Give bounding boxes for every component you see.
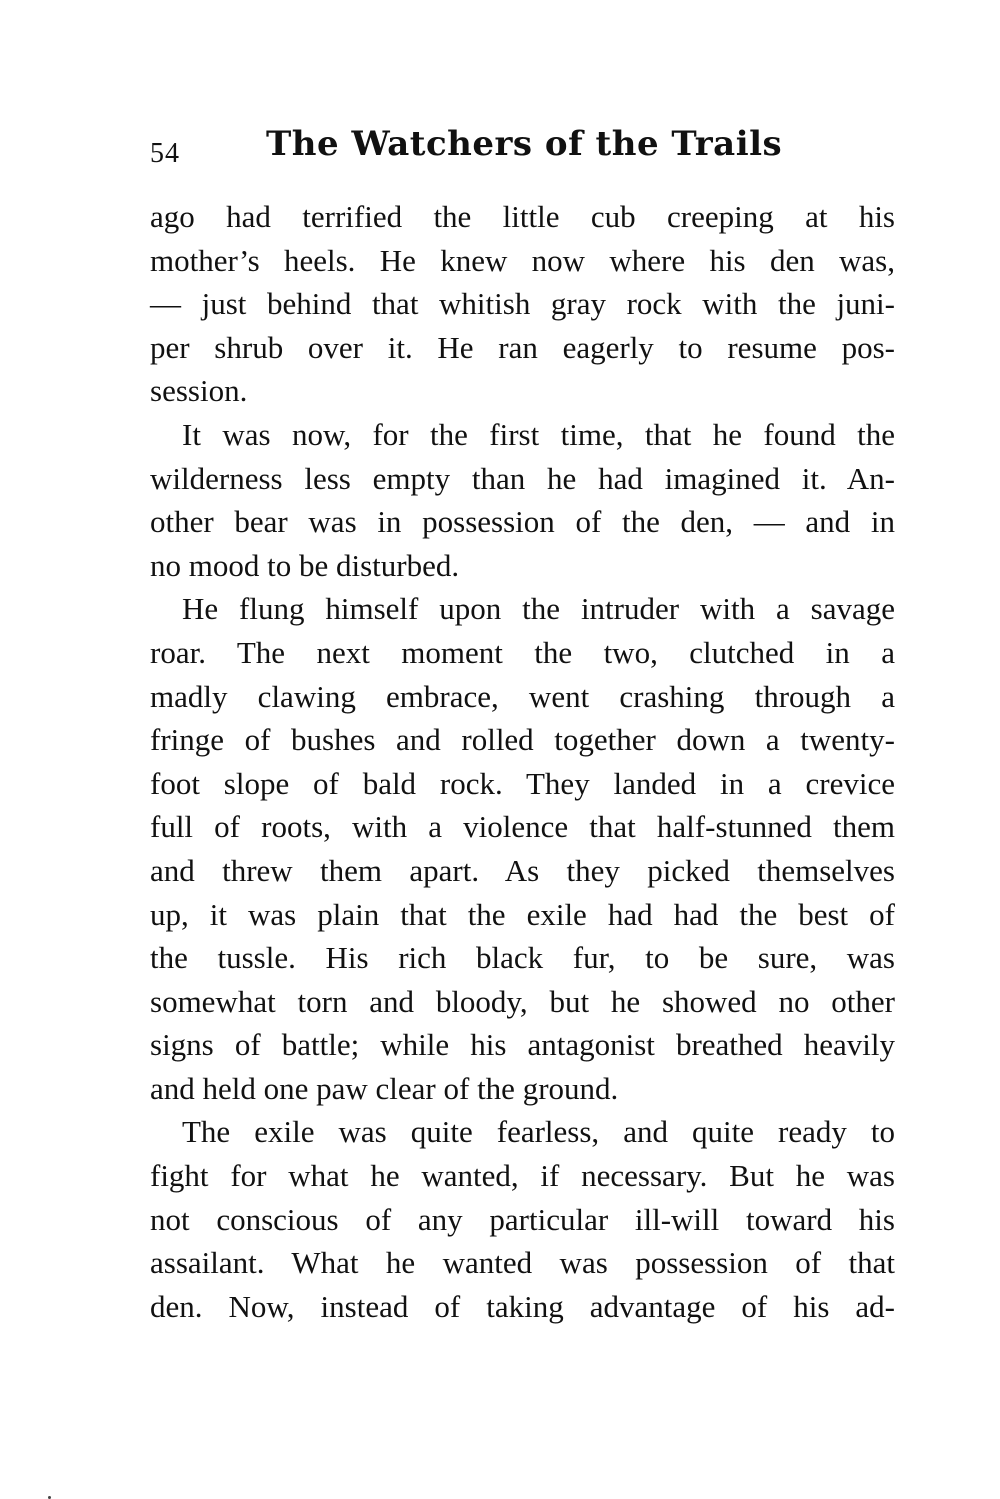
text-line: The exile was quite fearless, and quite ready to bbox=[182, 1114, 895, 1150]
page-number: 54 bbox=[150, 138, 180, 169]
paragraph-4 bbox=[150, 1110, 895, 1328]
text-line: up, it was plain that the exile had had the best of bbox=[150, 896, 895, 932]
text-line: somewhat torn and bloody, but he showed no other bbox=[150, 983, 895, 1019]
text-line: It was now, for the first time, that he found the bbox=[182, 416, 895, 452]
paragraph-3 bbox=[150, 587, 895, 1110]
text-line: full of roots, with a violence that half-stunned them bbox=[150, 809, 895, 845]
text-line: and threw them apart. As they picked themselves bbox=[150, 852, 895, 888]
text-line: ago had terrified the little cub creeping at his bbox=[150, 199, 895, 234]
text-line: the tussle. His rich black fur, to be sure, was bbox=[150, 940, 895, 976]
running-head-title: The Watchers of the Trails bbox=[266, 124, 783, 164]
text-line: den. Now, instead of taking advantage of his ad- bbox=[150, 1288, 895, 1324]
text-line: — just behind that whitish gray rock with the juni- bbox=[150, 286, 895, 322]
body-text bbox=[150, 195, 895, 1328]
text-line: foot slope of bald rock. They landed in a crevice bbox=[150, 765, 895, 801]
paragraph-1 bbox=[150, 195, 895, 413]
text-line: He flung himself upon the intruder with a savage bbox=[182, 591, 895, 627]
paragraph-2 bbox=[150, 413, 895, 587]
text-line: other bear was in possession of the den, — and in bbox=[150, 504, 895, 540]
page-header bbox=[150, 124, 895, 174]
text-line: assailant. What he wanted was possession of that bbox=[150, 1245, 895, 1281]
text-line: wilderness less empty than he had imagined it. An- bbox=[150, 460, 895, 496]
text-line: roar. The next moment the two, clutched in a bbox=[150, 634, 895, 670]
text-line: per shrub over it. He ran eagerly to resume pos- bbox=[150, 329, 895, 365]
text-line: no mood to be disturbed. bbox=[150, 547, 460, 583]
text-line: signs of battle; while his antagonist breathed heavily bbox=[150, 1027, 895, 1063]
text-line: mother’s heels. He knew now where his den was, bbox=[150, 242, 895, 278]
text-line: session. bbox=[150, 373, 248, 409]
text-line: not conscious of any particular ill-will toward his bbox=[150, 1201, 895, 1237]
text-line: and held one paw clear of the ground. bbox=[150, 1070, 619, 1106]
text-line: fight for what he wanted, if necessary. But he was bbox=[150, 1158, 895, 1194]
text-line: fringe of bushes and rolled together down a twenty- bbox=[150, 722, 895, 758]
text-line: madly clawing embrace, went crashing through a bbox=[150, 678, 895, 714]
